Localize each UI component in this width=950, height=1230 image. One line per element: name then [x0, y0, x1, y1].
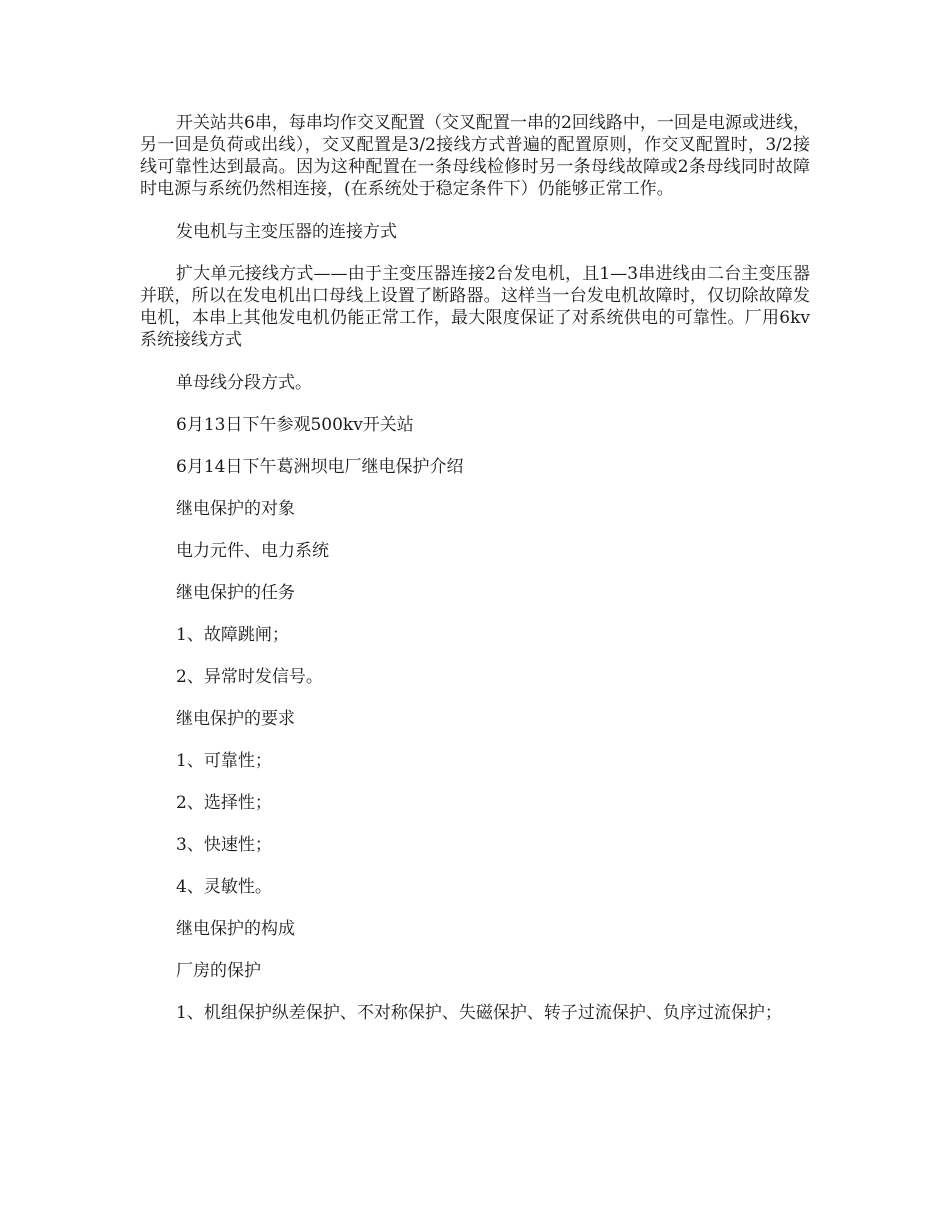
heading-protection-requirements: 继电保护的要求 — [176, 709, 295, 729]
list-item-fault-trip: 1、故障跳闸； — [176, 625, 289, 645]
paragraph-power-elements: 电力元件、电力系统 — [176, 541, 329, 561]
heading-protection-objects: 继电保护的对象 — [176, 499, 295, 519]
list-item-reliability: 1、可靠性； — [176, 751, 272, 771]
paragraph-intro-june-14: 6月14日下午葛洲坝电厂继电保护介绍 — [176, 457, 464, 477]
heading-plant-protection: 厂房的保护 — [176, 961, 261, 981]
list-item-speed: 3、快速性； — [176, 835, 272, 855]
heading-generator-transformer-connection: 发电机与主变压器的连接方式 — [176, 222, 397, 242]
document-body — [140, 112, 810, 1045]
paragraph-visit-june-13: 6月13日下午参观500kv开关站 — [176, 415, 414, 435]
list-item-selectivity: 2、选择性； — [176, 793, 272, 813]
paragraph-single-busbar: 单母线分段方式。 — [176, 373, 312, 393]
list-item-abnormal-signal: 2、异常时发信号。 — [176, 667, 323, 687]
paragraph-switchyard-config: 开关站共6串，每串均作交叉配置（交叉配置一串的2回线路中，一回是电源或进线，另一回是负荷或出线），交叉配置是3/2接线方式普遍的配置原则，作交叉配置时，3/2接线可靠性达到最高。因为这种配置在一条母线检修时另一条母线故障或2条母线同时故障时电源与系统仍然相连接，(在系统处于稳定条件下）仍能够正常工作。 — [140, 113, 810, 199]
paragraph-extended-unit-wiring: 扩大单元接线方式——由于主变压器连接2台发电机，且1—3串进线由二台主变压器并联，所以在发电机出口母线上设置了断路器。这样当一台发电机故障时，仅切除故障发电机，本串上其他发电机仍能正常工作，最大限度保证了对系统供电的可靠性。厂用6kv系统接线方式 — [140, 264, 810, 350]
list-item-unit-protection: 1、机组保护纵差保护、不对称保护、失磁保护、转子过流保护、负序过流保护； — [176, 1003, 782, 1023]
heading-protection-composition: 继电保护的构成 — [176, 919, 295, 939]
heading-protection-tasks: 继电保护的任务 — [176, 583, 295, 603]
list-item-sensitivity: 4、灵敏性。 — [176, 877, 272, 897]
